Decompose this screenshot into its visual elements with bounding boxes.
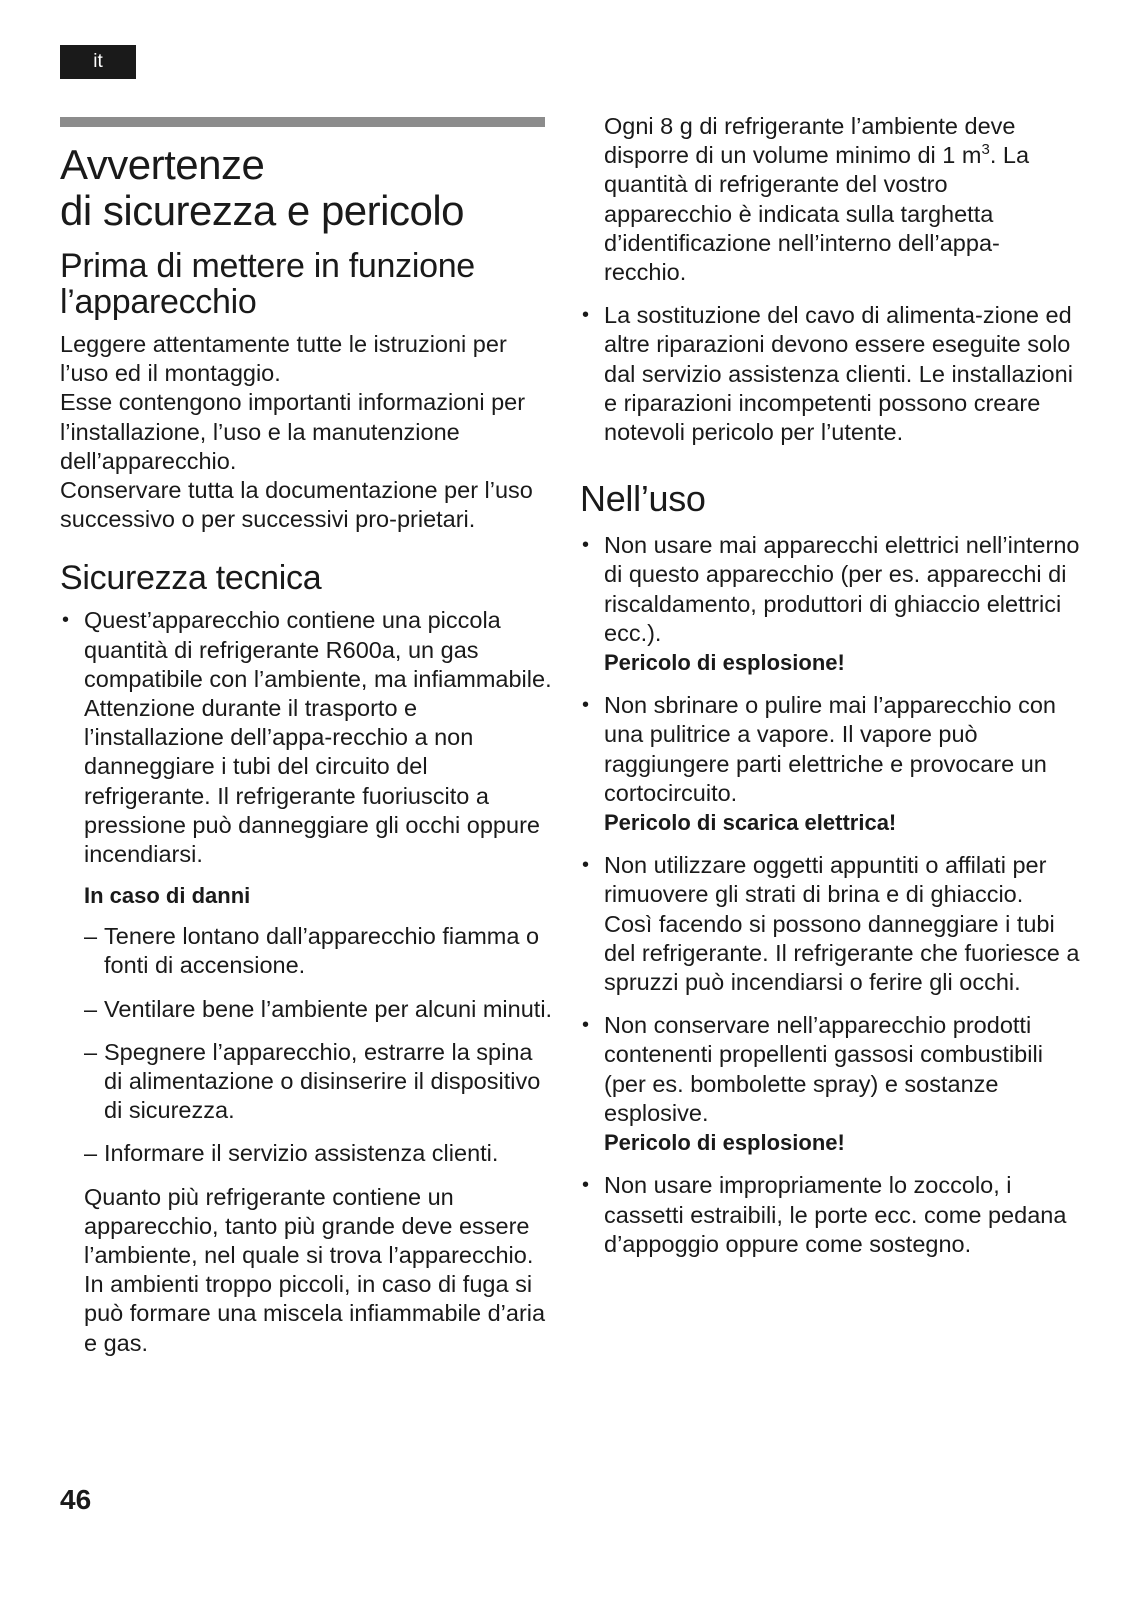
section-heading-in-use: Nell’uso [580,478,706,520]
page-title [60,142,555,234]
page-number: 46 [60,1484,92,1515]
section-heading-before-use: Prima di mettere in funzione l’apparecchio [60,247,475,321]
item-text: • Non usare mai apparecchi elettrici nell’interno di questo apparecchio (per es. apparecchi di riscaldamento, produttori di ghiaccio elettrici ecc.). [604,532,1080,646]
list-item [580,1011,1080,1157]
dash-item: – Informare il servizio assistenza clienti. [60,1139,555,1168]
dash-item: – Ventilare bene l’ambiente per alcuni minuti. [60,995,555,1024]
continuation-text: Ogni 8 g di refrigerante l’ambiente deve disporre di un volume minimo di 1 m [604,113,1016,169]
right-column [580,112,1080,1259]
warning-text: Pericolo di scarica elettrica! [604,810,897,836]
title-line-1: Avvertenze [60,141,265,188]
warning-text: Pericolo di esplosione! [604,1130,845,1156]
header-rule [60,117,545,127]
technical-safety-list [60,606,555,869]
list-item [580,1171,1080,1259]
list-item [580,531,1080,677]
section-body-before-use: Leggere attentamente tutte le istruzioni per l’uso ed il montaggio. Esse contengono importanti informazioni per l’installazione, l’uso e la manutenzione dell’apparecchio. Conservare tutta la documentazione per l’uso successivo o per successivi pro-prietari. [60,331,533,533]
in-use-list [580,531,1080,1259]
language-label: it [93,51,103,72]
cable-list [580,301,1080,447]
left-column [60,142,555,1358]
superscript: 3 [981,141,990,159]
refrigerant-quantity-note: Quanto più refrigerante contiene un apparecchio, tanto più grande deve essere l’ambiente, nel quale si trova l’apparecchio. In ambienti troppo piccoli, in caso di fuga si può formare una miscela infiammabile d’aria e gas. [84,1183,546,1356]
continuation-paragraph [580,112,1080,287]
list-item: • La sostituzione del cavo di alimenta-zione ed altre riparazioni devono essere eseguite solo dal servizio assistenza clienti. Le installazioni e riparazioni incompetenti possono creare notevoli pericolo per l’utente. [580,301,1080,447]
list-item: • Quest’apparecchio contiene una piccola quantità di refrigerante R600a, un gas compatibile con l’ambiente, ma infiammabile. Attenzione durante il trasporto e l’installazione dell’appa-recchio a non danneggiare i tubi del circuito del refrigerante. Il refrigerante fuoriuscito a pressione può danneggiare gli occhi oppure incendiarsi. [60,606,555,869]
damage-list [60,922,555,1168]
title-line-2: di sicurezza e pericolo [60,187,465,234]
item-text: • Non utilizzare oggetti appuntiti o affilati per rimuovere gli strati di brina e di ghiaccio. Così facendo si possono danneggiare i tubi del refrigerante. Il refrigerante che fuoriesce a spruzzi può incendiarsi o ferire gli occhi. [604,852,1080,996]
continuation-text-end: . La quantità di refrigerante del vostro apparecchio è indicata sulla targhetta d’identificazione nell’interno dell’appa-recchio. [604,142,1030,286]
dash-item: – Tenere lontano dall’apparecchio fiamma o fonti di accensione. [60,922,555,980]
dash-item: – Spegnere l’apparecchio, estrarre la spina di alimentazione o disinserire il dispositivo di sicurezza. [60,1038,555,1126]
item-text: • Non usare impropriamente lo zoccolo, i cassetti estraibili, le porte ecc. come pedana d’appoggio oppure come sostegno. [604,1172,1067,1257]
item-text: • Non conservare nell’apparecchio prodotti contenenti propellenti gassosi combustibili (per es. bombolette spray) e sostanze esplosive. [604,1012,1043,1126]
item-text: • Non sbrinare o pulire mai l’apparecchio con una pulitrice a vapore. Il vapore può raggiungere parti elettriche e provocare un cortocircuito. [604,692,1056,806]
language-tab [60,45,136,79]
list-item [580,691,1080,837]
list-item [580,851,1080,997]
section-heading-technical-safety: Sicurezza tecnica [60,559,322,598]
damage-subheading: In caso di danni [84,883,251,909]
warning-text: Pericolo di esplosione! [604,650,845,676]
